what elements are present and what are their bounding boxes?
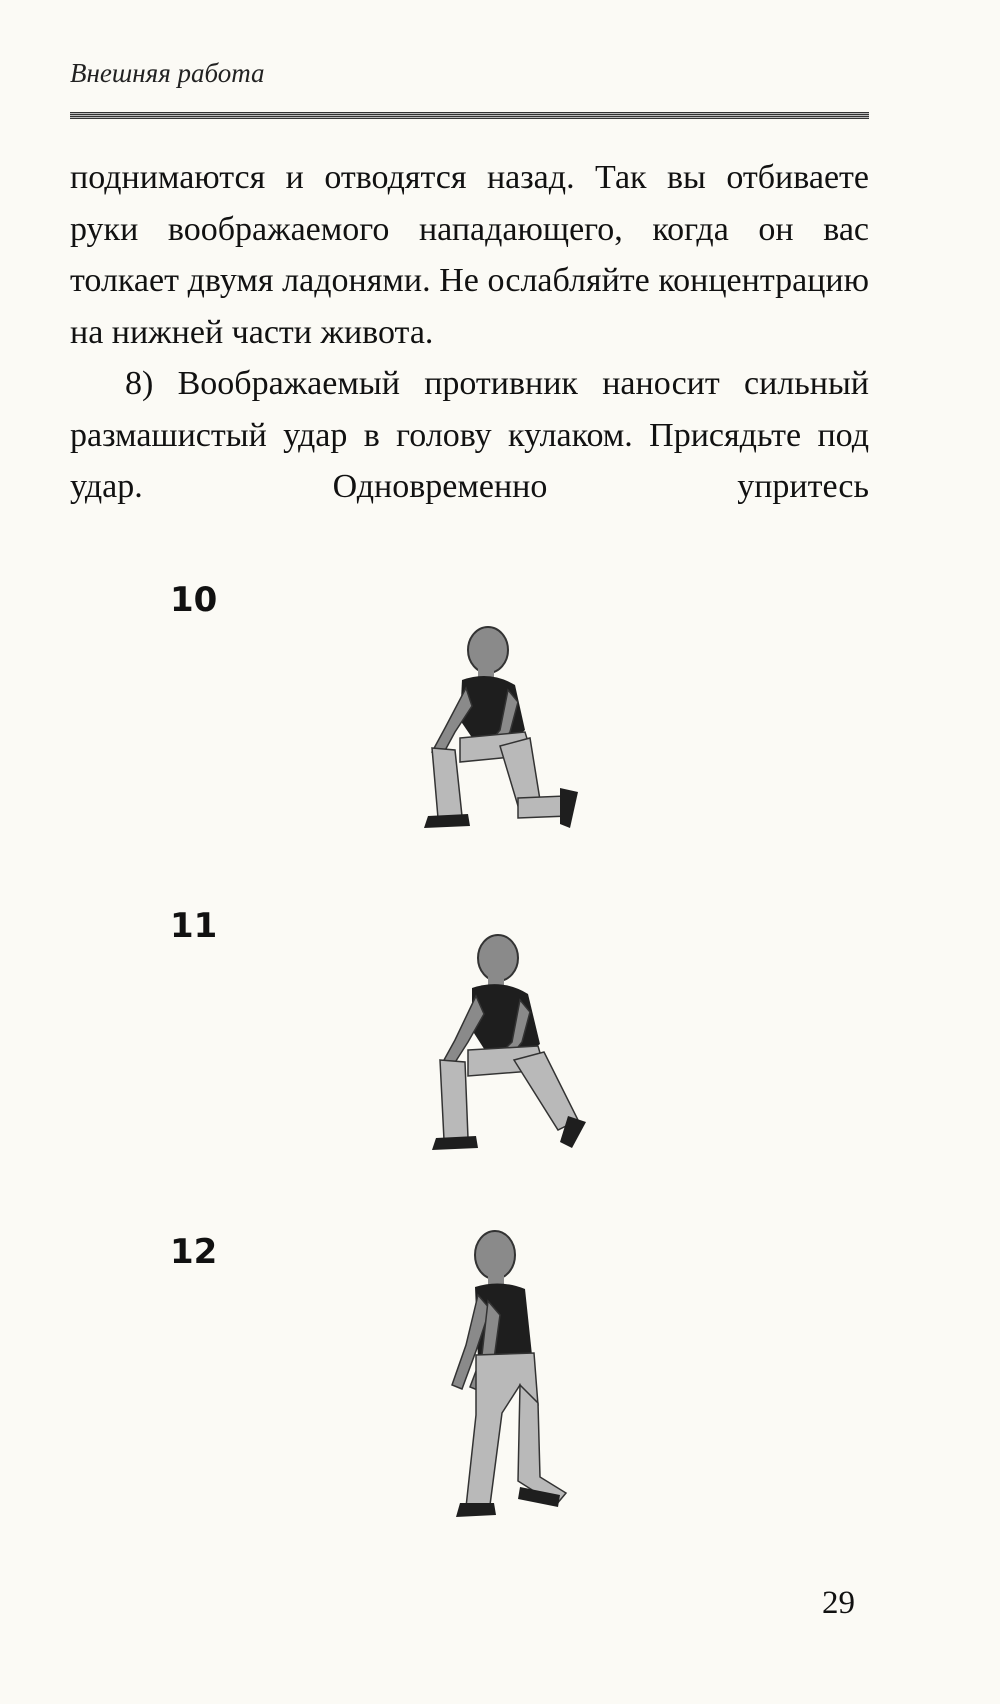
figure-label-11: 11 [170,906,218,946]
figure-label-12: 12 [170,1232,218,1272]
paragraph: поднимаются и отводятся назад. Так вы отбиваете руки воображаемого нападающего, когда он вас толкает двумя ладонями. Не ослабляйте концентрацию на нижней части живота. [70,159,869,351]
figure-10-kneeling-illustration [400,620,600,840]
figure-12-standing-illustration [430,1225,610,1525]
header-rule [70,112,869,119]
figure-label-10: 10 [170,580,218,620]
running-title: Внешняя работа [70,58,265,88]
page-number: 29 [822,1585,855,1621]
figure-11-rising-illustration [410,930,610,1160]
paragraph: 8) Воображаемый противник наносит сильный размашистый удар в голову кулаком. Присядьте под удар. Одновременно упритесь [70,365,869,505]
body-text [70,152,869,513]
